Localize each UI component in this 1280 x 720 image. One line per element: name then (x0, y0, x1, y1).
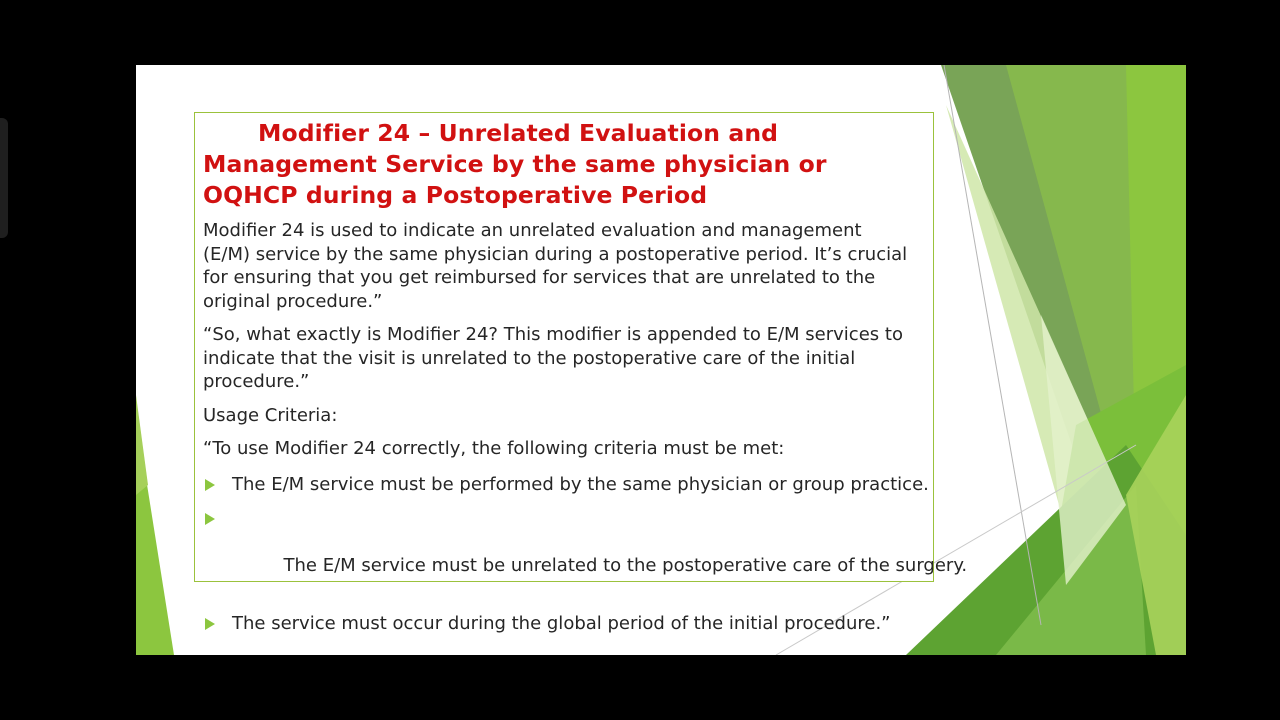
list-item (203, 507, 968, 601)
list-item (203, 612, 913, 636)
criteria-list (203, 473, 968, 636)
list-item-text: The service must occur during the global period of the initial procedure.” (232, 613, 891, 634)
slide-title: Modifier 24 – Unrelated Evaluation and Management Service by the same physician or OQHCP during a Postoperative Period (203, 119, 827, 209)
paragraph-criteria-intro: “To use Modifier 24 correctly, the following criteria must be met: (203, 438, 785, 459)
list-item (203, 473, 929, 497)
triangle-right-icon (205, 618, 215, 630)
content-box (194, 112, 968, 634)
slide (136, 65, 1186, 655)
list-item-text: The E/M service must be performed by the same physician or group practice. (232, 473, 929, 495)
left-edge-tab (0, 118, 8, 238)
paragraph-usage-heading: Usage Criteria: (203, 404, 338, 426)
triangle-right-icon (205, 513, 215, 525)
paragraph-explanation: “So, what exactly is Modifier 24? This modifier is appended to E/M services to indicate that the visit is unrelated to the postoperative care of the initial procedure.” (203, 324, 903, 392)
triangle-right-icon (205, 479, 215, 491)
paragraph-definition: Modifier 24 is used to indicate an unrelated evaluation and management (E/M) service by the same physician during a postoperative period. It’s crucial for ensuring that you get reimbursed for services that are unrelated to the original procedure.” (203, 220, 908, 312)
list-item-text: The E/M service must be unrelated to the postoperative care of the surgery. (277, 555, 968, 576)
